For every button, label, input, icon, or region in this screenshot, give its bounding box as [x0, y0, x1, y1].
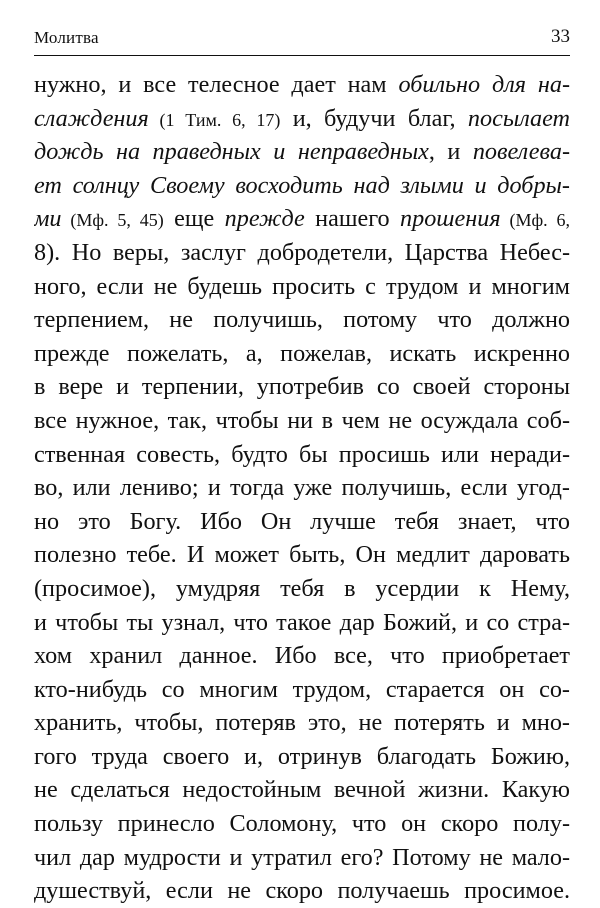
text-segment: нужно, и все телесное дает нам — [34, 71, 399, 98]
text-segment: еще — [163, 205, 225, 233]
text-line — [34, 236, 570, 270]
text-line — [34, 706, 570, 740]
text-line — [34, 606, 570, 640]
text-segment: нашего — [304, 205, 401, 233]
text-segment: ственная совесть, будто бы просишь или неради- — [34, 440, 570, 468]
text-line — [34, 572, 570, 606]
emphasis-text: прошения — [400, 205, 501, 233]
text-line — [34, 202, 570, 236]
emphasis-text: прежде — [224, 205, 305, 233]
text-segment: и, будучи благ, — [280, 104, 468, 132]
emphasis-text: повелева- — [472, 138, 570, 166]
text-line — [34, 337, 570, 371]
text-segment: чил дар мудрости и утратил его? Потому не мало- — [34, 843, 570, 871]
text-segment: и чтобы ты узнал, что такое дар Божий, и со стра- — [34, 608, 570, 636]
text-segment: хом хранил данное. Ибо все, что приобретает — [34, 642, 570, 670]
scripture-reference: (Мф. 6, — [500, 210, 570, 231]
text-line — [34, 169, 570, 203]
emphasis-text: посылает — [467, 104, 570, 132]
page-number: 33 — [551, 26, 570, 47]
text-segment: не сделаться недостойным вечной жизни. Какую — [34, 776, 570, 804]
emphasis-text: ми — [34, 205, 62, 233]
text-line — [34, 68, 570, 102]
text-line — [34, 807, 570, 841]
emphasis-text: ет солнцу Своему восходить над злыми и добры- — [34, 171, 570, 199]
text-segment: хранить, чтобы, потеряв это, не потерять и мно- — [34, 709, 570, 737]
text-segment: все нужное, так, чтобы ни в чем не осуждала соб- — [34, 406, 570, 434]
body-text — [34, 68, 570, 908]
text-segment: кто-нибудь со многим трудом, старается он со- — [34, 675, 570, 703]
text-line — [34, 303, 570, 337]
emphasis-text: дождь на праведных и неправедных — [34, 138, 429, 166]
text-segment: терпением, не получишь, потому что должно — [34, 306, 570, 334]
text-line — [34, 773, 570, 807]
text-segment: душествуй, если не скоро получаешь просимое. — [34, 877, 570, 905]
text-segment: гого труда своего и, отринув благодать Божию, — [34, 742, 570, 770]
text-line — [34, 135, 570, 169]
running-head-title: Молитва — [34, 28, 99, 47]
text-segment: прежде пожелать, а, пожелав, искать искренно — [34, 339, 570, 367]
header-rule — [34, 55, 570, 56]
text-line — [34, 102, 570, 136]
text-segment: полезно тебе. И может быть, Он медлит даровать — [34, 541, 570, 569]
text-line — [34, 370, 570, 404]
text-segment: во, или лениво; и тогда уже получишь, если угод- — [34, 474, 570, 502]
scripture-reference: (Мф. 5, 45) — [61, 210, 164, 231]
text-line — [34, 438, 570, 472]
text-segment: в вере и терпении, употребив со своей стороны — [34, 373, 570, 401]
text-segment: пользу принесло Соломону, что он скоро полу- — [34, 810, 570, 838]
text-segment: но это Богу. Ибо Он лучше тебя знает, что — [34, 507, 570, 535]
text-segment: (просимое), умудряя тебя в усердии к Нему, — [34, 574, 570, 602]
running-head — [34, 26, 570, 50]
scripture-reference: (1 Тим. 6, 17) — [148, 109, 281, 130]
text-line — [34, 505, 570, 539]
text-line — [34, 270, 570, 304]
text-line — [34, 404, 570, 438]
text-line — [34, 673, 570, 707]
text-line — [34, 740, 570, 774]
text-line — [34, 471, 570, 505]
emphasis-text: слаждения — [34, 104, 149, 132]
text-segment: ного, если не будешь просить с трудом и многим — [34, 272, 570, 300]
text-segment: , и — [428, 138, 473, 166]
text-line — [34, 841, 570, 875]
text-line — [34, 874, 570, 908]
text-line — [34, 538, 570, 572]
text-line — [34, 639, 570, 673]
text-segment: 8). Но веры, заслуг добродетели, Царства Небес- — [34, 238, 570, 266]
emphasis-text: обильно для на- — [398, 71, 570, 98]
